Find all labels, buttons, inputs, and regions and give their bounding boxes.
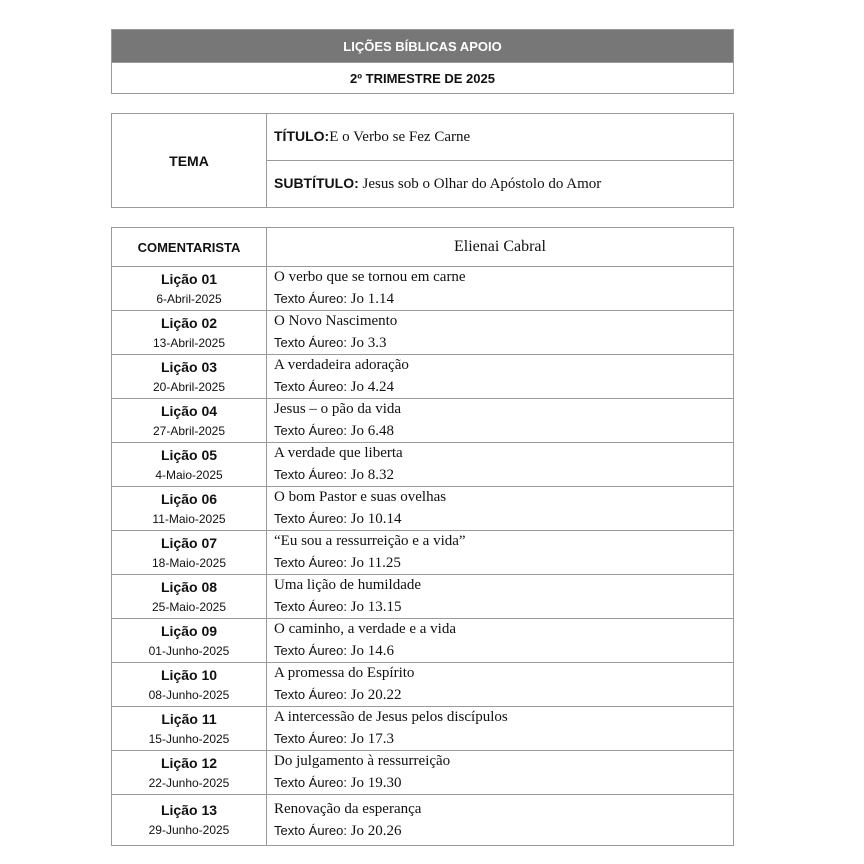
lesson-number: Lição 09 <box>160 622 218 639</box>
lesson-content <box>267 311 734 355</box>
verse-reference: Jo 11.25 <box>350 555 401 571</box>
verse-reference: Jo 6.48 <box>350 423 394 439</box>
lesson-row <box>112 531 734 575</box>
lesson-info <box>112 795 267 846</box>
lesson-number: Lição 06 <box>160 490 218 507</box>
lesson-verse <box>274 596 733 618</box>
lesson-number: Lição 02 <box>160 314 218 331</box>
lesson-content <box>267 355 734 399</box>
lesson-number: Lição 08 <box>160 578 218 595</box>
verse-reference: Jo 4.24 <box>350 379 394 395</box>
lesson-info <box>112 575 267 619</box>
verse-reference: Jo 20.26 <box>350 822 402 839</box>
lesson-verse <box>274 420 733 442</box>
document-title: LIÇÕES BÍBLICAS APOIO <box>112 30 734 63</box>
commentator-name: Elienai Cabral <box>267 228 734 267</box>
lesson-info <box>112 619 267 663</box>
lesson-verse <box>274 640 733 662</box>
verse-reference: Jo 10.14 <box>350 511 402 527</box>
lessons-table <box>111 227 734 846</box>
lesson-content <box>267 663 734 707</box>
verse-label: Texto Áureo: <box>274 643 347 658</box>
lesson-title: A intercessão de Jesus pelos discípulos <box>274 709 508 725</box>
verse-reference: Jo 3.3 <box>350 335 387 351</box>
lesson-row <box>112 795 734 846</box>
lesson-verse <box>274 820 733 842</box>
titulo-row <box>267 114 734 161</box>
verse-reference: Jo 13.15 <box>350 599 402 615</box>
lesson-content <box>267 707 734 751</box>
lesson-content <box>267 399 734 443</box>
trimester-label: 2º TRIMESTRE DE 2025 <box>112 63 734 94</box>
verse-reference: Jo 8.32 <box>350 467 394 483</box>
lesson-row <box>112 311 734 355</box>
verse-label: Texto Áureo: <box>274 555 347 570</box>
lesson-number: Lição 13 <box>160 802 218 818</box>
lesson-info <box>112 531 267 575</box>
lesson-row <box>112 443 734 487</box>
lesson-date: 29-Junho-2025 <box>148 823 230 837</box>
subtitulo-label: SUBTÍTULO: <box>274 175 359 191</box>
lesson-info <box>112 355 267 399</box>
lesson-verse <box>274 684 733 706</box>
lesson-row <box>112 575 734 619</box>
lesson-content <box>267 267 734 311</box>
lesson-row <box>112 751 734 795</box>
verse-reference: Jo 20.22 <box>350 687 402 703</box>
lesson-number: Lição 12 <box>160 754 218 771</box>
lesson-row <box>112 707 734 751</box>
lesson-date: 6-Abril-2025 <box>156 291 222 306</box>
verse-label: Texto Áureo: <box>274 379 347 394</box>
lesson-title: Do julgamento à ressurreição <box>274 753 451 769</box>
lesson-row <box>112 487 734 531</box>
lesson-row <box>112 663 734 707</box>
verse-reference: Jo 14.6 <box>350 643 394 659</box>
lesson-info <box>112 663 267 707</box>
verse-label: Texto Áureo: <box>274 731 347 746</box>
lesson-number: Lição 05 <box>160 446 218 463</box>
lesson-row <box>112 399 734 443</box>
verse-label: Texto Áureo: <box>274 687 347 702</box>
lesson-date: 15-Junho-2025 <box>148 731 230 746</box>
lesson-title: O caminho, a verdade e a vida <box>274 621 456 637</box>
lesson-info <box>112 399 267 443</box>
verse-label: Texto Áureo: <box>274 775 347 790</box>
lesson-verse <box>274 772 733 794</box>
lesson-date: 4-Maio-2025 <box>155 467 223 482</box>
lesson-info <box>112 311 267 355</box>
verse-label: Texto Áureo: <box>274 291 347 306</box>
lesson-title: O verbo que se tornou em carne <box>274 269 466 285</box>
verse-label: Texto Áureo: <box>274 511 347 526</box>
lesson-date: 01-Junho-2025 <box>148 643 230 658</box>
lesson-content <box>267 575 734 619</box>
verse-reference: Jo 1.14 <box>350 291 394 307</box>
lesson-title: “Eu sou a ressurreição e a vida” <box>274 533 466 549</box>
commentator-label: COMENTARISTA <box>112 228 267 267</box>
lesson-verse <box>274 376 733 398</box>
header-table <box>111 29 734 94</box>
lesson-verse <box>274 288 733 310</box>
lesson-content <box>267 531 734 575</box>
lesson-title: A promessa do Espírito <box>274 665 415 681</box>
verse-label: Texto Áureo: <box>274 822 347 838</box>
lesson-info <box>112 267 267 311</box>
lesson-date: 20-Abril-2025 <box>152 379 226 394</box>
titulo-label: TÍTULO: <box>274 128 330 144</box>
lesson-verse <box>274 332 733 354</box>
lesson-info <box>112 443 267 487</box>
lesson-number: Lição 03 <box>160 358 218 375</box>
lesson-content <box>267 443 734 487</box>
lesson-content <box>267 619 734 663</box>
lesson-date: 08-Junho-2025 <box>148 687 230 702</box>
lesson-number: Lição 11 <box>161 710 217 727</box>
lesson-title: O bom Pastor e suas ovelhas <box>274 489 447 505</box>
verse-reference: Jo 17.3 <box>350 731 394 747</box>
lesson-row <box>112 619 734 663</box>
lesson-row <box>112 355 734 399</box>
verse-reference: Jo 19.30 <box>350 775 402 791</box>
theme-table <box>111 113 734 208</box>
titulo-value: E o Verbo se Fez Carne <box>329 129 471 145</box>
lesson-title: O Novo Nascimento <box>274 313 398 329</box>
verse-label: Texto Áureo: <box>274 599 347 614</box>
lesson-content <box>267 751 734 795</box>
lesson-title: A verdade que liberta <box>274 445 403 461</box>
lesson-verse <box>274 508 733 530</box>
lesson-number: Lição 07 <box>160 534 218 551</box>
lesson-number: Lição 01 <box>160 270 218 287</box>
verse-label: Texto Áureo: <box>274 467 347 482</box>
lesson-date: 18-Maio-2025 <box>151 555 227 570</box>
lesson-date: 13-Abril-2025 <box>152 335 226 350</box>
subtitulo-value: Jesus sob o Olhar do Apóstolo do Amor <box>358 176 602 192</box>
lesson-row <box>112 267 734 311</box>
lesson-title: Uma lição de humildade <box>274 577 422 593</box>
lesson-verse <box>274 552 733 574</box>
lesson-content <box>267 795 734 846</box>
subtitulo-row <box>267 161 734 208</box>
lesson-date: 22-Junho-2025 <box>148 775 230 790</box>
lesson-info <box>112 751 267 795</box>
lesson-info <box>112 707 267 751</box>
lesson-verse <box>274 464 733 486</box>
lesson-date: 11-Maio-2025 <box>152 511 226 526</box>
lesson-info <box>112 487 267 531</box>
lesson-title: Jesus – o pão da vida <box>274 401 402 417</box>
lesson-title: Renovação da esperança <box>274 800 422 817</box>
lesson-date: 27-Abril-2025 <box>152 423 226 438</box>
lesson-content <box>267 487 734 531</box>
verse-label: Texto Áureo: <box>274 335 347 350</box>
lesson-verse <box>274 728 733 750</box>
lesson-date: 25-Maio-2025 <box>151 599 227 614</box>
lesson-number: Lição 04 <box>160 402 218 419</box>
tema-label: TEMA <box>112 114 267 208</box>
lesson-number: Lição 10 <box>160 666 218 683</box>
lesson-title: A verdadeira adoração <box>274 357 409 373</box>
verse-label: Texto Áureo: <box>274 423 347 438</box>
